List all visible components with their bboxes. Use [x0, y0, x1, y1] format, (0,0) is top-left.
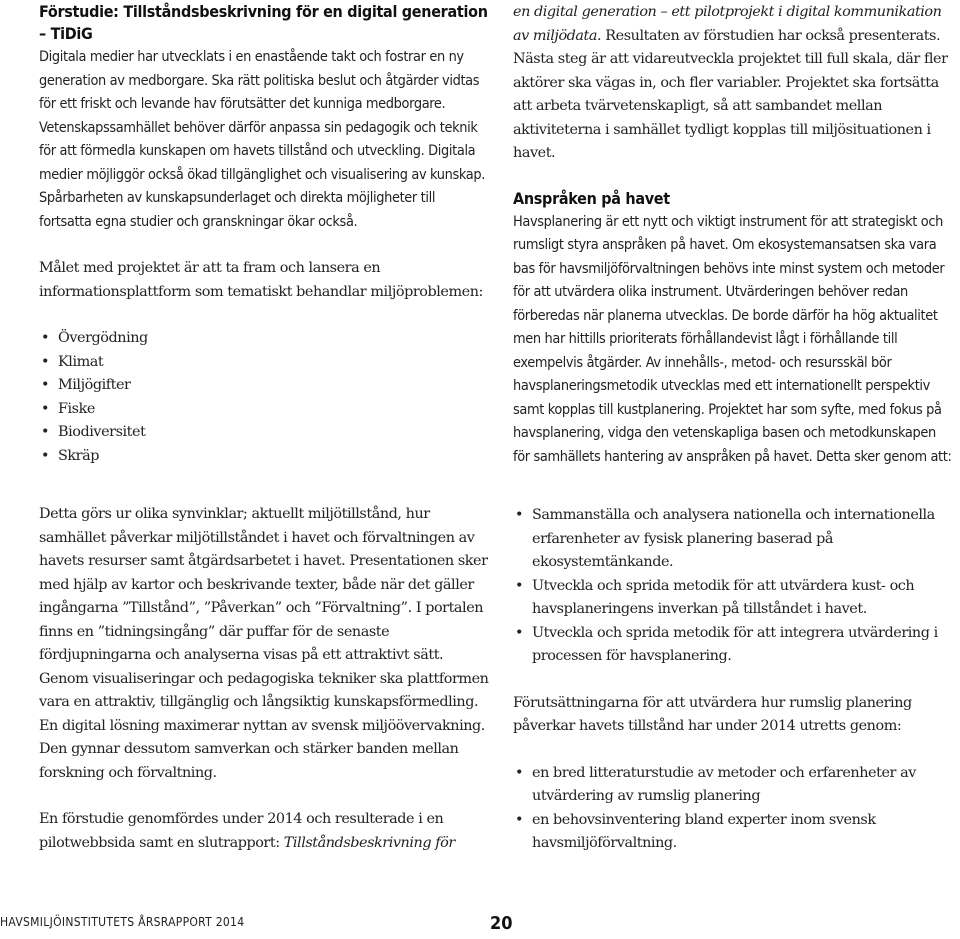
section-heading-claims: Anspråken på havet — [513, 188, 670, 208]
list-item: • en bred litteraturstudie av metoder och erfarenheter av utvärdering av rumslig planering — [513, 762, 953, 809]
report-title-start: Tillståndsbeskrivning för — [283, 834, 455, 851]
claims-paragraph: Havsplanering är ett nytt och viktigt instrument för att strategiskt och rumsligt styra anspråken på havet. Om ekosystemansatsen ska vara bas för havsmiljöförvaltningen behövs inte minst system och metoder för att utvärdera olika instrument. Utvärderingen behöver redan förberedas när planerna utvecklas. De borde därför ha hög aktualitet men har hittills prioriterats förhållandevist lågt i förhållande till exempelvis åtgärder. Av innehålls-, metod- och resursskäl bör havsplaneringsmetodik utvecklas med ett internationellt perspektiv samt kopplas till kustplanering. Projektet har som syfte, med fokus på havsplanering, vidga den vetenskapliga basen och metodkunskapen för samhällets hantering av anspråken på havet. Detta sker genom att: — [513, 213, 952, 465]
continuation-paragraph — [513, 1, 953, 166]
problem-list — [39, 327, 489, 468]
goal-paragraph: Målet med projektet är att ta fram och lansera en informationsplattform som tematiskt behandlar miljöproblemen: — [39, 260, 483, 300]
intro-paragraph: Digitala medier har utvecklats i en enastående takt och fostrar en ny generation av medborgare. Ska rätt politiska beslut och åtgärder vidtas för ett friskt och levande hav förutsätter det kunniga medborgare. Vetenskapssamhället behöver därför anpassa sin pedagogik och teknik för att förmedla kunskapen om havets tillstånd och utveckling. Digitala medier möjliggör också ökad tillgänglighet och visualisering av kunskap. Spårbarheten av kunskapsunderlaget och direkta möjligheter till fortsatta egna studier och granskningar ökar också. — [39, 49, 485, 230]
prestudy-text: En förstudie genomfördes under 2014 och resulterade i en pilotwebbsida samt en slutrapport: — [39, 811, 444, 851]
list-item: • Utveckla och sprida metodik för att integrera utvärdering i processen för havsplanering. — [513, 622, 953, 669]
list-item: • Fiske — [39, 398, 489, 422]
prerequisites-paragraph: Förutsättningarna för att utvärdera hur rumslig planering påverkar havets tillstånd har under 2014 utretts genom: — [513, 694, 912, 734]
investigation-list — [513, 762, 953, 856]
list-item: • en behovsinventering bland experter inom svensk havsmiljöförvaltning. — [513, 809, 953, 856]
list-item: • Övergödning — [39, 327, 489, 351]
list-item: • Miljögifter — [39, 374, 489, 398]
page-number: 20 — [490, 913, 513, 934]
footer-publication: HAVSMILJÖINSTITUTETS ÅRSRAPPORT 2014 — [0, 915, 245, 929]
report-title-end: en digital generation – ett pilotprojekt i digital kommunikation av miljödata. — [513, 4, 942, 44]
right-column — [513, 0, 953, 856]
list-item: • Klimat — [39, 351, 489, 375]
prestudy-paragraph — [39, 808, 489, 855]
section-heading-tidig: Förstudie: Tillståndsbeskrivning för en digital generation – TiDiG — [39, 2, 488, 43]
list-item: • Biodiversitet — [39, 421, 489, 445]
list-item: • Sammanställa och analysera nationella och internationella erfarenheter av fysisk planering baserad på ekosystemtänkande. — [513, 504, 953, 575]
list-item: • Skräp — [39, 445, 489, 469]
approach-paragraph: Detta görs ur olika synvinklar; aktuellt miljötillstånd, hur samhället påverkar miljötillståndet i havet och förvaltningen av havets resurser samt åtgärdsarbetet i havet. Presentationen sker med hjälp av kartor och beskrivande texter, både när det gäller ingångarna ”Tillstånd”, ”Påverkan” och ”Förvaltning”. I portalen finns en ”tidningsingång” där puffar för de senaste fördjupningarna och analyserna visas på ett attraktivt sätt. Genom visualiseringar och pedagogiska tekniker ska plattformen vara en attraktiv, tillgänglig och långsiktig kunskapsförmedling. En digital lösning maximerar nyttan av svensk miljöövervakning. Den gynnar dessutom samverkan och stärker banden mellan forskning och förvaltning. — [39, 506, 489, 781]
action-list — [513, 504, 953, 669]
left-column — [39, 0, 489, 855]
list-item: • Utveckla och sprida metodik för att utvärdera kust- och havsplaneringens inverkan på tillståndet i havet. — [513, 575, 953, 622]
continuation-text: Resultaten av förstudien har också presenterats. Nästa steg är att vidareutveckla projektet till full skala, där fler aktörer ska vägas in, och fler variabler. Projektet ska fortsätta att arbeta tvärvetenskapligt, så att sambandet mellan aktiviteterna i samhället tydligt kopplas till miljösituationen i havet. — [513, 27, 948, 161]
